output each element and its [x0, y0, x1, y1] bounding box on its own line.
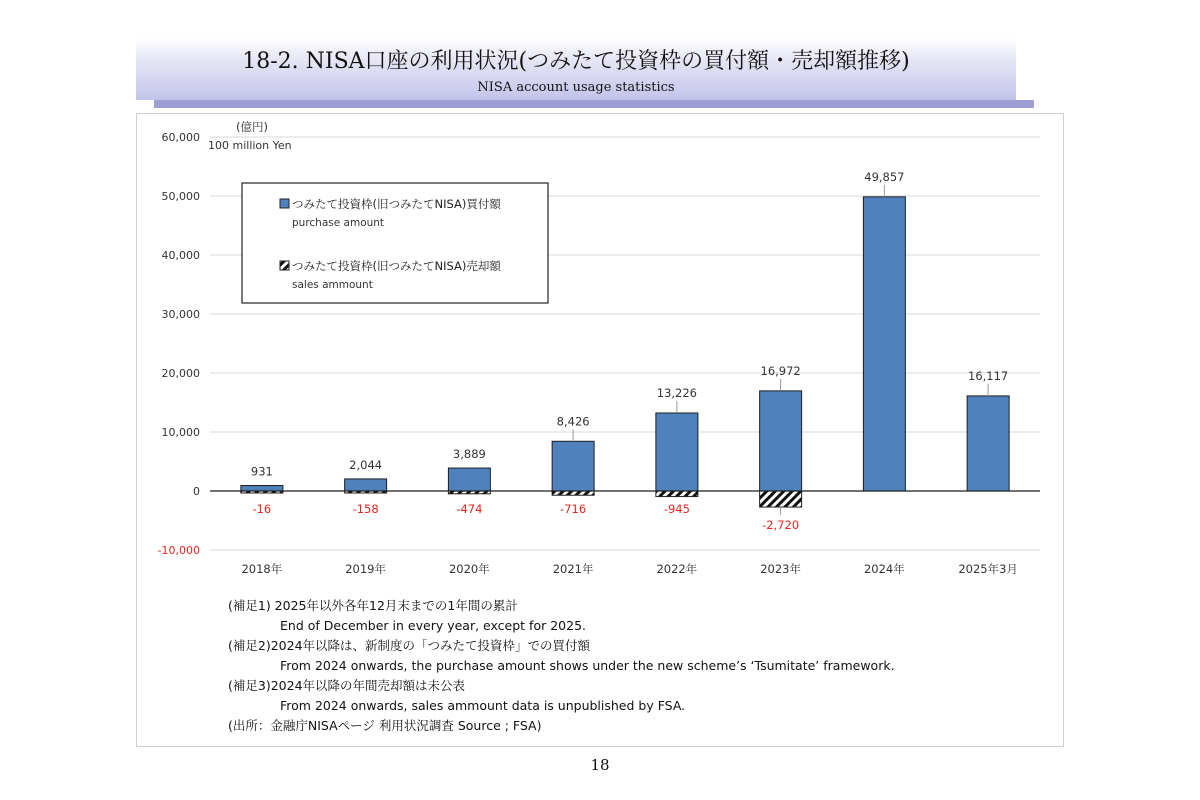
legend-label-sales: つみたて投資枠(旧つみたてNISA)売却額	[292, 259, 501, 273]
y-tick-label: -10,000	[157, 544, 200, 557]
sales-bar	[760, 491, 802, 507]
purchase-data-label: 931	[250, 464, 273, 479]
purchase-bar	[552, 441, 594, 491]
sales-data-label: -716	[560, 502, 587, 516]
y-tick-label: 60,000	[161, 131, 200, 144]
legend-label-purchase-en: purchase amount	[292, 217, 385, 229]
purchase-data-label: 16,117	[968, 368, 1009, 383]
x-tick-label: 2018年	[241, 562, 283, 576]
chart-notes	[228, 596, 895, 736]
purchase-data-label: 13,226	[656, 385, 697, 400]
note-2-en: From 2024 onwards, the purchase amount shows under the new scheme’s ‘Tsumitate’ framework.	[280, 658, 895, 673]
note-1-jp: (補足1) 2025年以外各年12月末までの1年間の累計	[228, 598, 518, 613]
legend-label-sales-en: sales ammount	[292, 279, 373, 291]
sales-data-label: -158	[352, 502, 379, 516]
purchase-bar	[448, 468, 490, 491]
sales-bar	[656, 491, 698, 497]
x-tick-label: 2022年	[656, 562, 698, 576]
purchase-data-label: 16,972	[760, 363, 801, 378]
sales-data-label: -945	[663, 502, 690, 516]
y-tick-label: 30,000	[161, 308, 200, 321]
note-1-en: End of December in every year, except for 2025.	[280, 618, 586, 633]
purchase-bar	[656, 413, 698, 491]
purchase-bar	[760, 391, 802, 491]
purchase-data-label: 49,857	[864, 169, 905, 184]
y-tick-label: 40,000	[161, 249, 200, 262]
purchase-data-label: 3,889	[452, 447, 486, 462]
unit-label-jp: (億円)	[236, 120, 268, 134]
legend-label-purchase: つみたて投資枠(旧つみたてNISA)買付額	[292, 197, 501, 211]
x-tick-label: 2024年	[863, 562, 905, 576]
sales-data-label: -2,720	[762, 518, 800, 533]
purchase-bar	[345, 479, 387, 491]
x-tick-label: 2021年	[552, 562, 594, 576]
sales-data-label: -474	[456, 502, 483, 516]
x-tick-label: 2023年	[760, 562, 802, 576]
page-number: 18	[590, 756, 610, 774]
source-note: (出所：金融庁NISAページ 利用状況調査 Source ; FSA)	[228, 718, 542, 733]
x-tick-label: 2020年	[448, 562, 490, 576]
unit-label-en: 100 million Yen	[208, 139, 292, 152]
y-tick-label: 20,000	[161, 367, 200, 380]
y-tick-label: 50,000	[161, 190, 200, 203]
sales-bar	[552, 491, 594, 495]
sales-data-label: -16	[252, 502, 272, 516]
x-tick-label: 2025年3月	[958, 562, 1018, 576]
legend-swatch-sales	[280, 261, 289, 270]
purchase-data-label: 8,426	[556, 414, 590, 429]
note-2-jp: (補足2)2024年以降は、新制度の「つみたて投資枠」での買付額	[228, 638, 591, 653]
purchase-bar	[967, 396, 1009, 491]
y-tick-label: 0	[193, 485, 200, 498]
page-subtitle: NISA account usage statistics	[477, 80, 675, 95]
note-3-en: From 2024 onwards, sales ammount data is unpublished by FSA.	[280, 698, 686, 713]
purchase-data-label: 2,044	[349, 457, 383, 472]
legend-swatch-purchase	[280, 199, 289, 208]
page-title: 18-2. NISA口座の利用状況(つみたて投資枠の買付額・売却額推移)	[242, 49, 910, 74]
y-tick-label: 10,000	[161, 426, 200, 439]
x-tick-label: 2019年	[345, 562, 387, 576]
purchase-bar	[863, 197, 905, 491]
purchase-bar	[241, 486, 283, 491]
note-3-jp: (補足3)2024年以降の年間売却額は未公表	[228, 678, 466, 693]
